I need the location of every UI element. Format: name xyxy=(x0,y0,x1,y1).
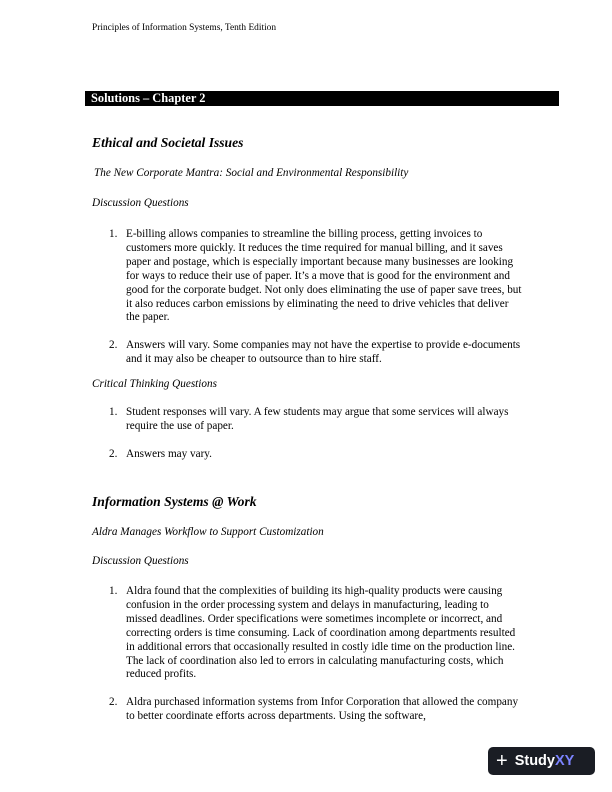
item-text: E-billing allows companies to streamline the billing process, getting invoices to customers more quickly. It reduces the time required for manual billing, and it saves paper and postage, which is especially important because many businesses are looking for ways to reduce their use of paper. It’s a move that is good for the environment and good for the corporate budget. Not only does eliminating the use of paper save trees, but it also reduces carbon emissions by eliminating the need to drive vehicles that deliver the paper. xyxy=(126,228,522,324)
list-item xyxy=(92,696,522,724)
item-number: 2. xyxy=(109,447,118,460)
discussion-questions-label: Discussion Questions xyxy=(92,197,189,209)
case-title-aldra: Aldra Manages Workflow to Support Customization xyxy=(92,526,324,538)
list-item xyxy=(92,406,522,434)
list-item xyxy=(92,448,522,462)
discussion-list-1 xyxy=(92,228,522,367)
item-text: Answers may vary. xyxy=(126,447,212,460)
brand-xy: XY xyxy=(554,753,575,769)
item-text: Student responses will vary. A few students may argue that some services will always require the use of paper. xyxy=(126,406,509,432)
critical-thinking-label: Critical Thinking Questions xyxy=(92,378,217,390)
item-text: Answers will vary. Some companies may not have the expertise to provide e-documents and it may also be cheaper to outsource than to hire staff. xyxy=(126,339,521,366)
section-heading-ethical: Ethical and Societal Issues xyxy=(92,135,244,150)
running-header: Principles of Information Systems, Tenth Edition xyxy=(92,23,277,33)
item-number: 1. xyxy=(109,406,118,418)
list-item xyxy=(92,339,522,367)
plus-icon: + xyxy=(496,750,508,772)
item-number: 1. xyxy=(109,585,118,597)
chapter-title-bar: Solutions – Chapter 2 xyxy=(85,91,559,106)
discussion-questions-label-2: Discussion Questions xyxy=(92,555,189,567)
studyxy-badge[interactable] xyxy=(488,747,595,775)
discussion-list-2 xyxy=(92,585,522,724)
item-number: 1. xyxy=(109,228,118,240)
item-number: 2. xyxy=(109,696,118,709)
item-text: Aldra purchased information systems from Infor Corporation that allowed the company to better coordinate efforts across departments. Using the software, xyxy=(126,696,519,723)
section-heading-is-at-work: Information Systems @ Work xyxy=(92,494,257,509)
list-item xyxy=(92,228,522,325)
case-title-corporate-mantra: The New Corporate Mantra: Social and Environmental Responsibility xyxy=(94,167,409,179)
item-text: Aldra found that the complexities of building its high-quality products were causing confusion in the order processing system and delays in manufacturing, leading to missed deadlines. Order specifications were sometimes incomplete or incorrect, and correcting orders is time consuming. Lack of coordination among departments resulted in additional errors that occasionally resulted in costly idle time on the production line. The lack of coordination also led to errors in calculating manufacturing costs, which reduced profits. xyxy=(126,585,516,681)
brand-study: Study xyxy=(514,753,555,769)
list-item xyxy=(92,585,522,682)
critical-list xyxy=(92,406,522,462)
item-number: 2. xyxy=(109,339,118,352)
